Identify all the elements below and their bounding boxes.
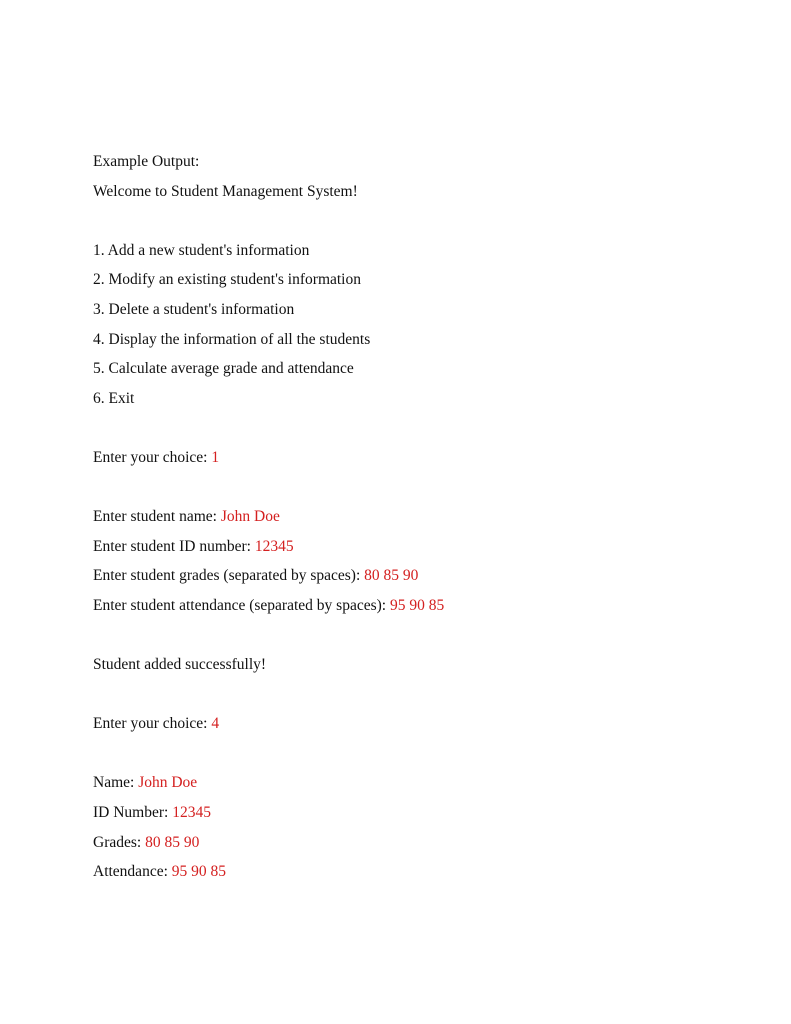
menu-item-display: 4. Display the information of all the students	[93, 330, 371, 348]
display-name-label: Name:	[93, 774, 139, 792]
spacer	[93, 624, 733, 654]
display-id-label: ID Number:	[93, 804, 173, 822]
display-name-line	[93, 771, 733, 801]
spacer	[93, 416, 733, 446]
add-student-form	[93, 505, 733, 623]
id-entry-line	[93, 535, 733, 565]
display-attendance-label: Attendance:	[93, 863, 172, 881]
id-prompt: Enter student ID number:	[93, 537, 255, 555]
menu-item-calculate: 5. Calculate average grade and attendance	[93, 360, 354, 378]
name-value: John Doe	[220, 508, 280, 526]
menu-item-delete: 3. Delete a student's information	[93, 300, 295, 318]
attendance-value: 95 90 85	[389, 596, 445, 614]
menu-item-add: 1. Add a new student's information	[93, 241, 310, 259]
spacer	[93, 476, 733, 506]
choice-prompt: Enter your choice:	[93, 448, 212, 466]
display-id-value: 12345	[172, 804, 211, 822]
choice-prompt: Enter your choice:	[93, 715, 212, 733]
name-entry-line	[93, 505, 733, 535]
display-name-value: John Doe	[138, 774, 198, 792]
attendance-entry-line	[93, 594, 733, 624]
display-attendance-value: 95 90 85	[171, 863, 227, 881]
spacer	[93, 209, 733, 239]
menu-item-modify: 2. Modify an existing student's information	[93, 271, 361, 289]
welcome-message: Welcome to Student Management System!	[93, 182, 358, 200]
success-message: Student added successfully!	[93, 656, 267, 674]
id-value: 12345	[254, 537, 294, 555]
display-attendance-line	[93, 860, 733, 890]
student-display	[93, 771, 733, 889]
display-grades-label: Grades:	[93, 833, 146, 851]
spacer	[93, 683, 733, 713]
choice-line-first	[93, 446, 733, 476]
document-page	[93, 150, 733, 890]
menu-list	[93, 239, 733, 417]
choice-line-second	[93, 712, 733, 742]
display-grades-value: 80 85 90	[145, 833, 200, 851]
choice-value: 1	[211, 448, 220, 466]
example-heading: Example Output:	[93, 153, 200, 170]
choice-value: 4	[211, 715, 220, 733]
spacer	[93, 742, 733, 772]
grades-entry-line	[93, 564, 733, 594]
grades-value: 80 85 90	[364, 567, 419, 585]
display-grades-line	[93, 831, 733, 861]
grades-prompt: Enter student grades (separated by spaces):	[93, 567, 365, 585]
display-id-line	[93, 801, 733, 831]
menu-item-exit: 6. Exit	[93, 389, 135, 407]
attendance-prompt: Enter student attendance (separated by spaces):	[93, 596, 390, 614]
name-prompt: Enter student name:	[93, 508, 221, 526]
